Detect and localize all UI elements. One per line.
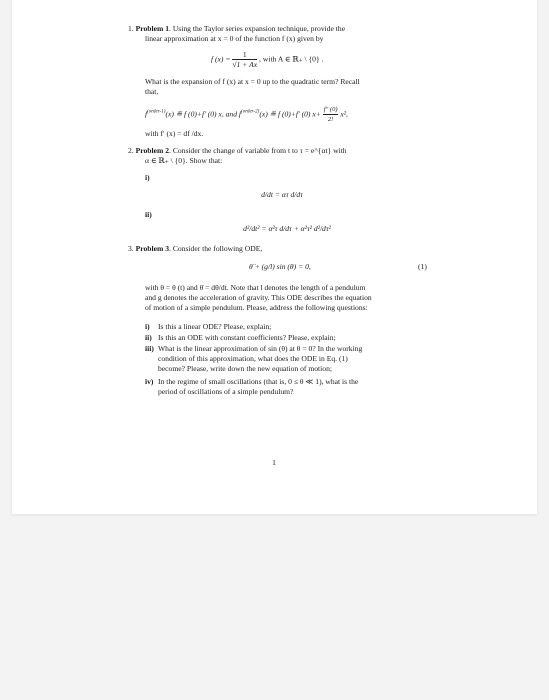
problem-3-intro: . Consider the following ODE, xyxy=(169,244,263,253)
question-iii-text-line-1: What is the linear approximation of sin (θ) at θ = 0? In the working xyxy=(158,344,363,353)
question-i-text: Is this a linear ODE? Please, explain; xyxy=(158,322,272,331)
problem-2-intro-line-2: α ∈ ℝ₊ \ {0}. Show that: xyxy=(145,156,223,165)
problem-3-heading: 3. Problem 3. Consider the following ODE, xyxy=(128,244,263,253)
taylor-expansion-formula: $f^{(order-1)}(x)$ ≝ f (0)+f′ (0) x, and $f^{(order-2)}(x)$ ≝ f (0)+f′ (0) x+ $\frac{f'' (0)}{2!}$ x², xyxy=(145,106,348,123)
pendulum-ode: θ̈ + (g/l) sin (θ) = 0, xyxy=(249,262,311,271)
problem-2-item-ii-label: ii) xyxy=(145,210,152,219)
problem-1-intro-line-1: . Using the Taylor series expansion technique, provide the xyxy=(169,24,346,33)
problem-3-text-line-1: with θ = θ (t) and θ̇ = dθ/dt. Note that l denotes the length of a pendulum xyxy=(145,283,366,292)
function-fraction: $\frac{1}{√1 + Ax}$ xyxy=(232,50,258,69)
equation-second-derivative: d²/dt² = α²τ d/dτ + α²τ² d²/dτ² xyxy=(243,224,331,233)
question-iii-text-line-3: become? Please, write down the new equation of motion; xyxy=(158,364,332,373)
question-iii-label: iii) xyxy=(145,344,154,353)
question-iii-text-line-2: condition of this approximation, what does the ODE in Eq. (1) xyxy=(158,354,348,363)
question-i-label: i) xyxy=(145,322,150,331)
problem-1-heading: 1. Problem 1. Using the Taylor series expansion technique, provide the xyxy=(128,24,346,33)
problem-3-title: Problem 3 xyxy=(135,244,170,253)
problem-1-question-line-1: What is the expansion of f (x) at x = 0 up to the quadratic term? Recall xyxy=(145,77,360,86)
problem-1-question-line-2: that, xyxy=(145,87,159,96)
problem-2-intro-line-1: . Consider the change of variable from t to τ = e^{αt} with xyxy=(169,146,347,155)
problem-3-text-line-2: and g denotes the acceleration of gravity. This ODE describes the equation xyxy=(145,293,372,302)
question-ii-label: ii) xyxy=(145,333,152,342)
equation-number: (1) xyxy=(418,262,427,271)
question-ii-text: Is this an ODE with constant coefficients? Please, explain; xyxy=(158,333,336,342)
problem-2-heading: 2. Problem 2. Consider the change of variable from t to τ = e^{αt} with xyxy=(128,146,347,155)
problem-2-title: Problem 2 xyxy=(135,146,170,155)
problem-2-item-i-label: i) xyxy=(145,173,150,182)
problem-1-title: Problem 1 xyxy=(135,24,170,33)
question-iv-text-line-2: period of oscillations of a simple pendulum? xyxy=(158,387,294,396)
question-iv-label: iv) xyxy=(145,377,154,386)
document-page xyxy=(12,0,537,514)
equation-first-derivative: d/dt = ατ d/dτ xyxy=(261,190,303,199)
page-number: 1 xyxy=(272,458,276,467)
function-definition: f (x) = $\frac{1}{√1 + Ax}$ , with A ∈ ℝ₊ \ {0} . xyxy=(211,50,324,69)
problem-1-intro-line-2: linear approximation at x = 0 of the function f (x) given by xyxy=(145,34,324,43)
question-iv-text-line-1: In the regime of small oscillations (that is, 0 ≤ θ ≪ 1), what is the xyxy=(158,377,359,386)
derivative-definition: with f′ (x) = df /dx. xyxy=(145,129,204,138)
problem-3-text-line-3: of motion of a simple pendulum. Please, address the following questions: xyxy=(145,303,368,312)
